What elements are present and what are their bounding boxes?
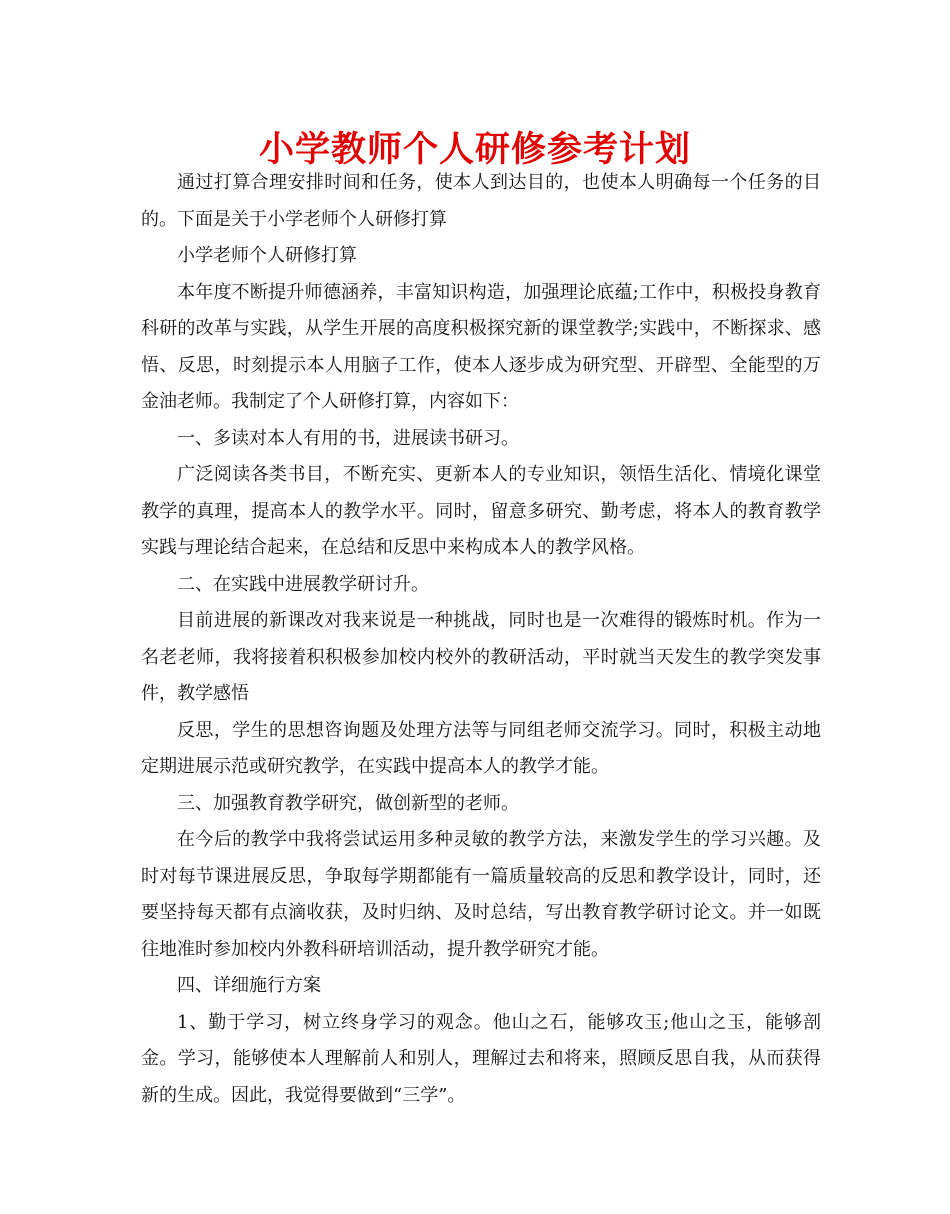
document-body (141, 165, 821, 1114)
plan-heading: 小学老师个人研修打算 (177, 245, 357, 266)
section-heading-4: 四、详细施行方案 (177, 975, 321, 996)
section-heading-3: 三、加强教育教学研究，做创新型的老师。 (177, 792, 519, 814)
section-heading-2: 二、在实践中进展教学研讨升。 (177, 573, 429, 595)
section-paragraph-1: 广泛阅读各类书目，不断充实、更新本人的专业知识，领悟生活化、情境化课堂教学的真理，提高本人的教学水平。同时，留意多研究、勤考虑，将本人的教育教学实践与理论结合起来，在总结和反思中来构成本人的教学风格。 (141, 464, 821, 558)
document-title: 小学教师个人研修参考计划 (258, 130, 691, 170)
section-paragraph-2b: 反思，学生的思想咨询题及处理方法等与同组老师交流学习。同时，积极主动地定期进展示范或研究教学，在实践中提高本人的教学才能。 (141, 719, 821, 777)
section-paragraph-4: 1、勤于学习，树立终身学习的观念。他山之石，能够攻玉;他山之玉，能够剖金。学习，能够使本人理解前人和别人，理解过去和将来，照顾反思自我，从而获得新的生成。因此，我觉得要做到“三学”。 (141, 1011, 821, 1106)
section-paragraph-2a: 目前进展的新课改对我来说是一种挑战，同时也是一次难得的锻炼时机。作为一名老老师，我将接着积积极参加校内校外的教研活动，平时就当天发生的教学突发事件，教学感悟 (141, 610, 821, 704)
section-paragraph-3: 在今后的教学中我将尝试运用多种灵敏的教学方法，来激发学生的学习兴趣。及时对每节课进展反思，争取每学期都能有一篇质量较高的反思和教学设计，同时，还要坚持每天都有点滴收获，及时归纳、及时总结，写出教育教学研讨论文。并一如既往地准时参加校内外教科研培训活动，提升教学研究才能。 (141, 829, 821, 960)
intro-paragraph: 通过打算合理安排时间和任务，使本人到达目的，也使本人明确每一个任务的目的。下面是关于小学老师个人研修打算 (141, 172, 821, 230)
goal-paragraph: 本年度不断提升师德涵养，丰富知识构造，加强理论底蕴;工作中，积极投身教育科研的改革与实践，从学生开展的高度积极探究新的课堂教学;实践中，不断探求、感悟、反思，时刻提示本人用脑子工作，使本人逐步成为研究型、开辟型、全能型的万金油老师。我制定了个人研修打算，内容如下： (141, 281, 821, 412)
section-heading-1: 一、多读对本人有用的书，进展读书研习。 (177, 427, 519, 449)
